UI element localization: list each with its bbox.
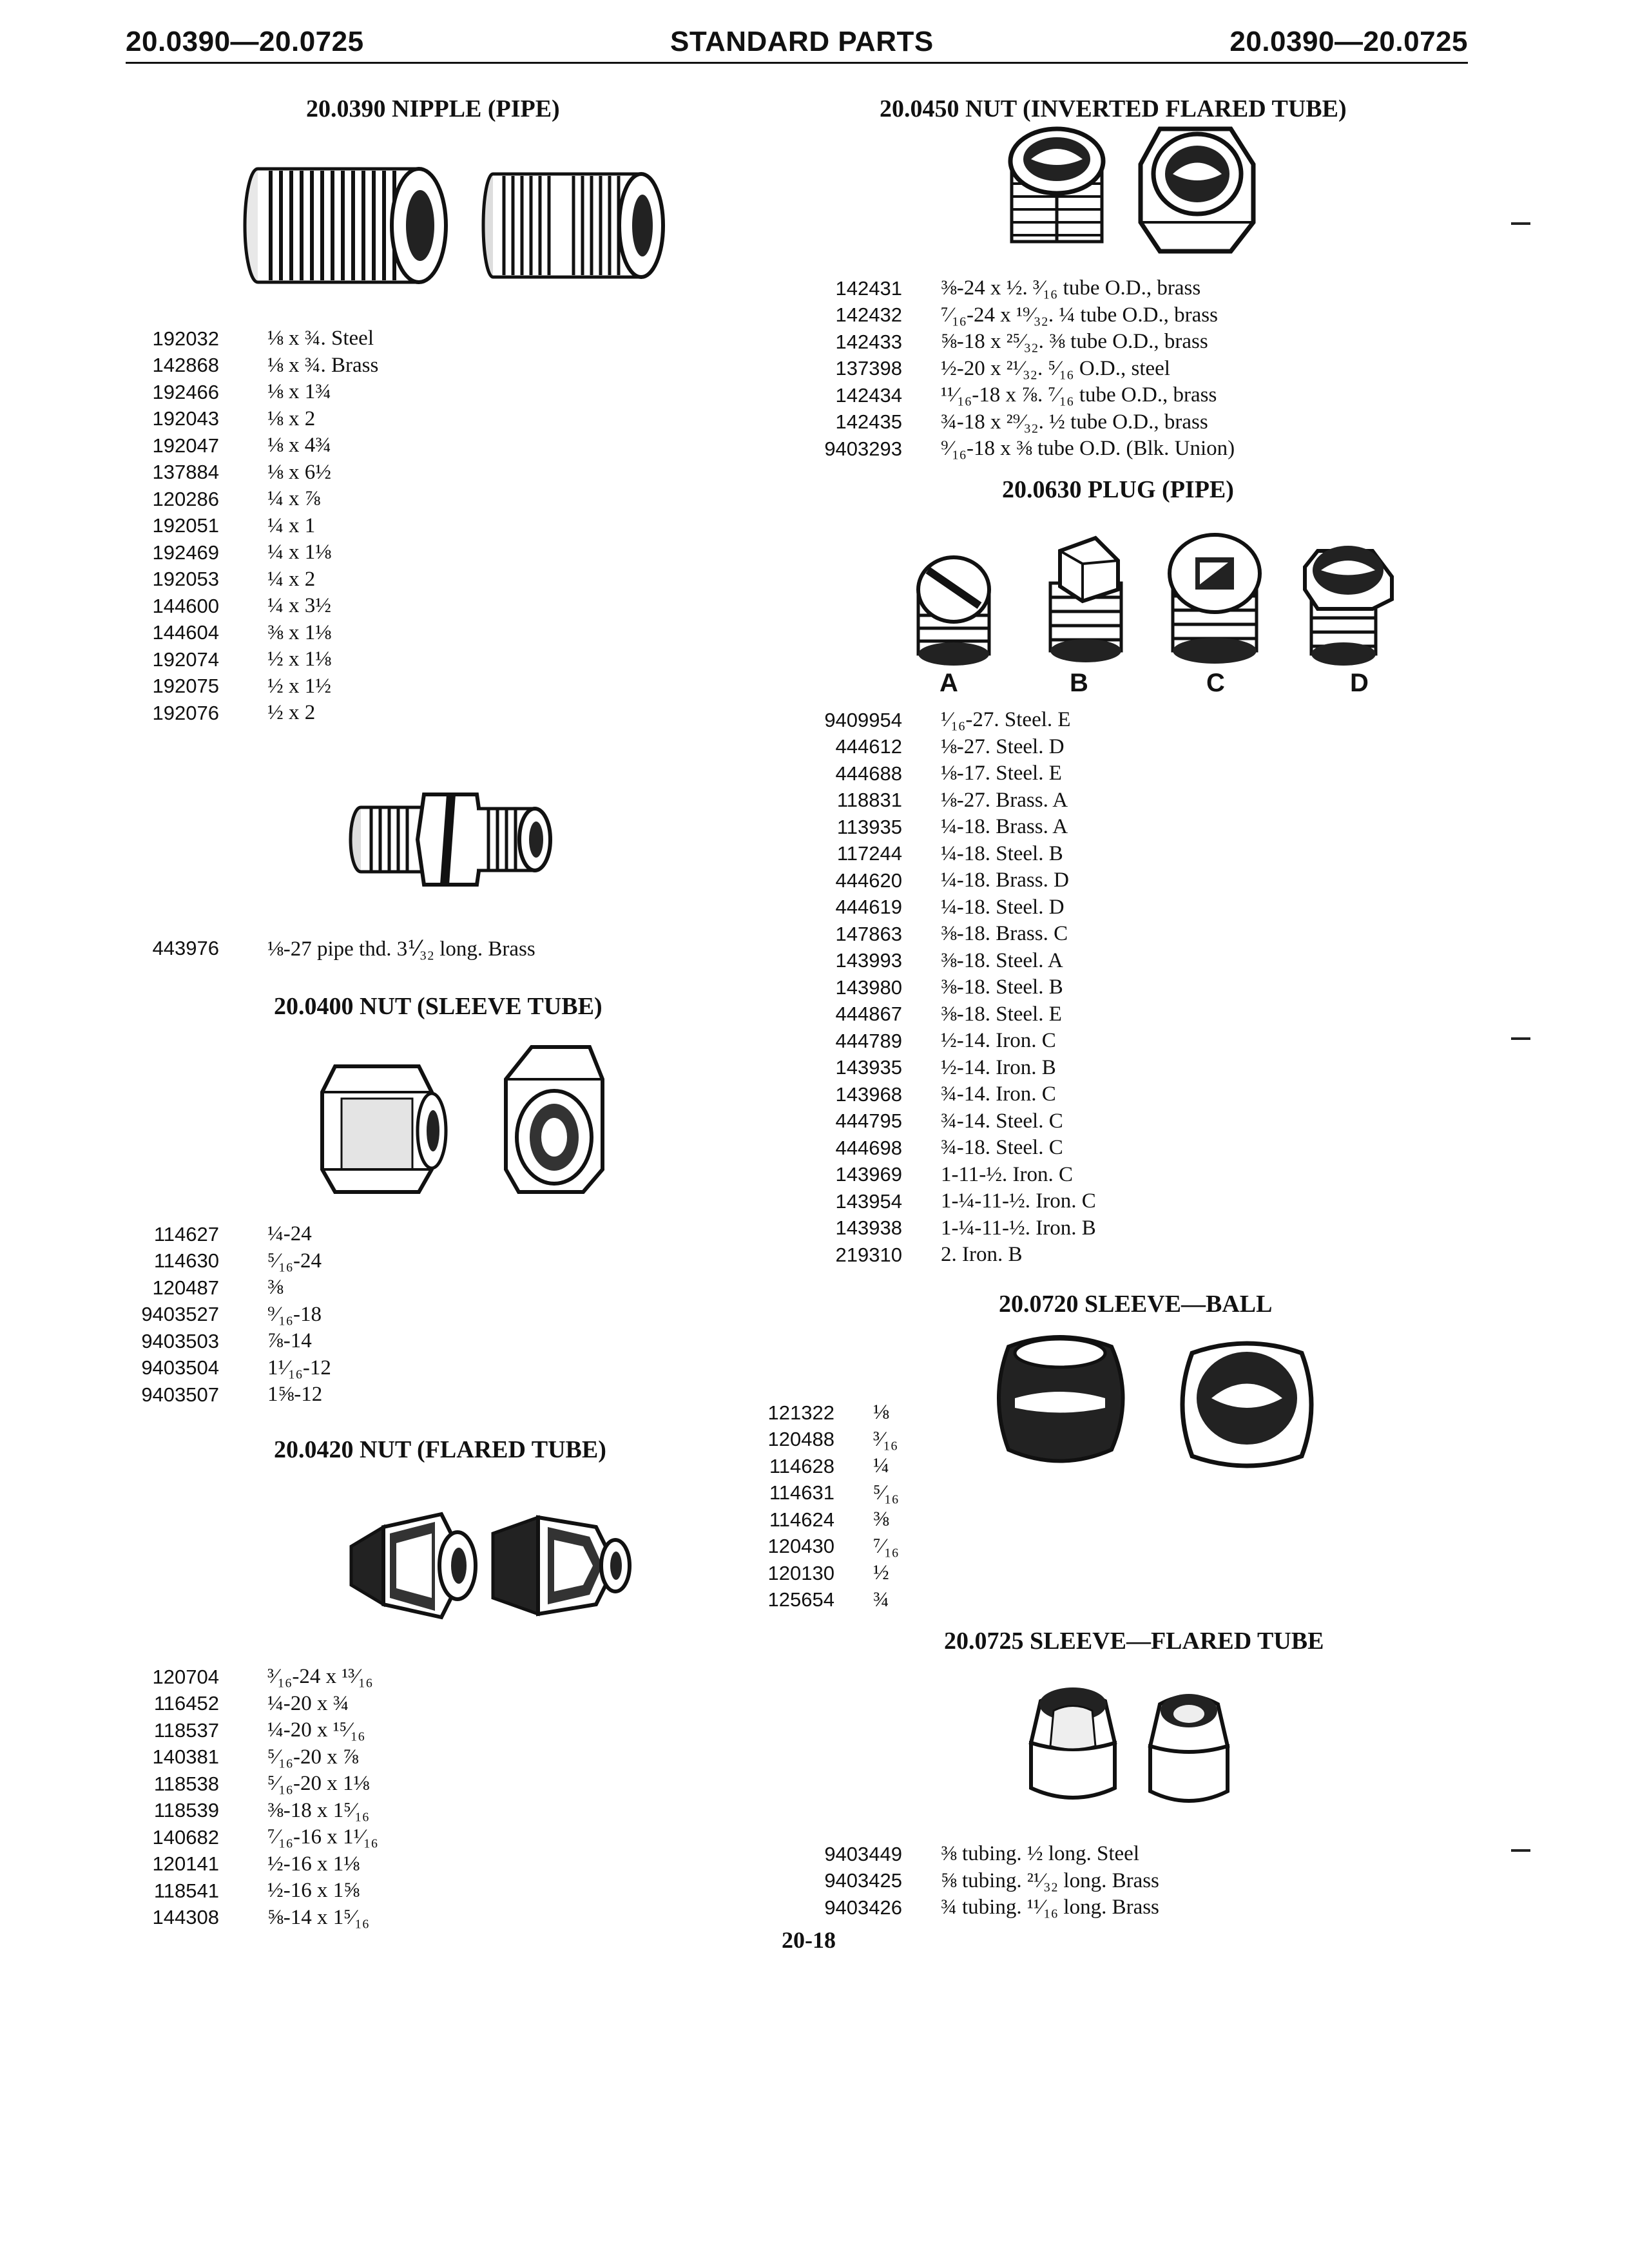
part-number: 444620 (835, 869, 902, 892)
table-row (776, 302, 1235, 329)
part-number: 192047 (152, 434, 219, 457)
part-number: 147863 (835, 922, 902, 945)
part-description: ¼-18. Brass. A (941, 815, 1068, 839)
part-number: 9403504 (141, 1356, 219, 1379)
plug-label-a: A (940, 669, 958, 697)
part-description: ¹¹⁄₁₆-18 x ⅞. ⁷⁄₁₆ tube O.D., brass (941, 383, 1217, 407)
part-description: ⅝-14 x 1⁵⁄₁₆ (267, 1905, 370, 1929)
ball-sleeve-left (999, 1337, 1123, 1461)
ball-sleeve-right (1182, 1343, 1311, 1466)
ball-sleeve-illustration (996, 1327, 1337, 1475)
table-row (776, 787, 1096, 814)
part-description: ¼-18. Steel. D (941, 895, 1065, 919)
flared-sleeve-illustration (1025, 1675, 1244, 1811)
part-number: 192051 (152, 514, 219, 537)
part-number: 120487 (152, 1276, 219, 1299)
part-number: 120130 (767, 1561, 834, 1584)
table-row (709, 1533, 899, 1561)
table-row (776, 921, 1096, 948)
part-number: 118539 (153, 1799, 219, 1822)
part-number: 114628 (769, 1454, 834, 1477)
part-number: 192074 (152, 648, 219, 671)
part-description: ¼ (873, 1454, 889, 1478)
header-rule (126, 62, 1468, 64)
table-row (129, 1824, 378, 1851)
table-row (129, 1664, 378, 1691)
part-number: 143954 (835, 1189, 902, 1213)
part-description: ⅛ (873, 1401, 889, 1425)
sleeve-nut-table (129, 1221, 331, 1408)
part-description: ⅜-18. Steel. E (941, 1002, 1062, 1026)
part-number: 120704 (152, 1665, 219, 1688)
part-description: ⅜-24 x ½. ³⁄₁₆ tube O.D., brass (941, 276, 1201, 300)
part-description: ⅝ tubing. ²¹⁄₃₂ long. Brass (941, 1869, 1159, 1892)
part-number: 144600 (152, 594, 219, 617)
part-number: 118537 (153, 1718, 219, 1742)
part-number: 117244 (836, 842, 902, 865)
part-number: 444688 (835, 762, 902, 785)
part-description: 1-11-½. Iron. C (941, 1162, 1073, 1186)
table-row (776, 814, 1096, 841)
part-number: 143980 (835, 975, 902, 999)
part-description: ⅛ x 1¾ (267, 380, 331, 404)
part-number: 118541 (153, 1879, 219, 1902)
header-right-range: 20.0390—20.0725 (1229, 26, 1468, 57)
part-description: ¼ x 1⅛ (267, 541, 331, 564)
part-number: 443976 (152, 936, 219, 959)
part-description: ⅝-18 x ²⁵⁄₃₂. ⅜ tube O.D., brass (941, 330, 1208, 354)
table-row (129, 1744, 378, 1771)
part-number: 142434 (835, 383, 902, 407)
part-number: 9403503 (141, 1329, 219, 1352)
plug-b (1050, 538, 1121, 662)
header-left-range: 20.0390—20.0725 (126, 26, 364, 57)
part-number: 114627 (153, 1222, 219, 1245)
table-row (129, 1851, 378, 1878)
nipple-pipe-illustration (245, 161, 657, 296)
margin-tick-mark (1511, 222, 1530, 225)
part-number: 142433 (835, 330, 902, 353)
plug-label-c: C (1206, 669, 1225, 697)
table-row (776, 1188, 1096, 1215)
part-number: 9403507 (141, 1383, 219, 1406)
table-row (776, 356, 1235, 383)
part-description: ⅛-27 pipe thd. 3⅟₃₂ long. Brass (267, 937, 535, 961)
section-title-inverted-nut: 20.0450 NUT (INVERTED FLARED TUBE) (880, 95, 1347, 122)
part-description: ⅜ x 1⅛ (267, 620, 331, 644)
table-row (129, 459, 378, 486)
plug-d (1305, 546, 1392, 666)
part-description: ⅛ x 2 (267, 407, 316, 430)
table-row (129, 1221, 331, 1248)
table-row (776, 707, 1096, 734)
part-number: 143935 (835, 1056, 902, 1079)
part-description: ¾ (873, 1588, 889, 1611)
table-row (776, 1242, 1096, 1269)
inverted-nut-right (1141, 129, 1253, 251)
table-row (776, 275, 1235, 302)
table-row (129, 406, 378, 433)
part-number: 9409954 (824, 708, 902, 731)
part-description: ¼-20 x ¾ (267, 1691, 349, 1715)
part-number: 192466 (152, 380, 219, 403)
part-number: 192076 (152, 701, 219, 724)
table-row (776, 382, 1235, 409)
table-row (129, 700, 378, 727)
part-description: ¼-18. Steel. B (941, 841, 1063, 865)
table-row (709, 1560, 899, 1587)
table-row (129, 646, 378, 673)
part-description: ³⁄₁₆-24 x ¹³⁄₁₆ (267, 1665, 373, 1689)
part-description: ⅜-18. Steel. B (941, 975, 1063, 999)
part-description: ½-20 x ²¹⁄₃₂. ⁵⁄₁₆ O.D., steel (941, 356, 1170, 380)
table-row (129, 1274, 331, 1302)
table-row (776, 894, 1096, 921)
part-description: ⁷⁄₁₆-24 x ¹⁹⁄₃₂. ¼ tube O.D., brass (941, 303, 1218, 327)
part-description: ⅛-27. Steel. D (941, 735, 1065, 758)
part-description: ⅜ (873, 1508, 889, 1532)
part-description: 1-¼-11-½. Iron. B (941, 1216, 1096, 1240)
table-row (129, 1691, 378, 1718)
table-row (776, 974, 1096, 1001)
table-row (776, 1841, 1159, 1868)
part-number: 140381 (152, 1745, 219, 1769)
section-title-flared-sleeve: 20.0725 SLEEVE—FLARED TUBE (944, 1628, 1324, 1655)
nipple-pipe-left (245, 169, 446, 282)
table-row (776, 329, 1235, 356)
part-description: ⅛-27. Brass. A (941, 788, 1068, 812)
table-row (709, 1587, 899, 1614)
part-number: 192032 (152, 327, 219, 350)
part-number: 144308 (152, 1906, 219, 1929)
flared-sleeve-right (1150, 1694, 1228, 1801)
table-row (129, 539, 378, 566)
part-number: 121322 (767, 1401, 834, 1424)
part-number: 444698 (835, 1136, 902, 1159)
part-description: ⅜-18 x 1⁵⁄₁₆ (267, 1798, 370, 1822)
part-description: ⅜ (267, 1276, 284, 1300)
part-description: ¾-18. Steel. C (941, 1136, 1063, 1160)
table-row (129, 1798, 378, 1825)
table-row (129, 1717, 378, 1744)
part-number: 143968 (835, 1082, 902, 1106)
part-number: 444867 (835, 1003, 902, 1026)
part-description: 1-¼-11-½. Iron. C (941, 1189, 1096, 1213)
table-row (776, 1001, 1096, 1028)
part-number: 143969 (835, 1163, 902, 1186)
table-row (709, 1506, 899, 1533)
table-row (776, 841, 1096, 868)
table-row (129, 620, 378, 647)
part-description: ⅛-17. Steel. E (941, 762, 1062, 785)
table-row (776, 760, 1096, 787)
table-row (776, 1215, 1096, 1242)
part-number: 444619 (835, 896, 902, 919)
inverted-nut-illustration (1005, 126, 1263, 255)
table-row (129, 352, 378, 380)
part-description: ¾-18 x ²⁹⁄₃₂. ½ tube O.D., brass (941, 410, 1208, 434)
part-number: 114630 (153, 1249, 219, 1273)
part-description: ¹⁄₁₆-27. Steel. E (941, 708, 1071, 732)
plug-a (918, 557, 989, 666)
part-description: ¼ x 1 (267, 514, 316, 537)
part-description: ⁵⁄₁₆-20 x 1⅛ (267, 1772, 370, 1796)
part-description: ¼-24 (267, 1222, 312, 1246)
part-description: ¼-18. Brass. D (941, 869, 1069, 892)
table-row (776, 867, 1096, 894)
plug-table (776, 707, 1096, 1269)
part-number: 192469 (152, 541, 219, 564)
part-number: 142435 (835, 410, 902, 434)
table-row (129, 513, 378, 540)
sleeve-nut-illustration (316, 1041, 638, 1195)
part-description: ¾-14. Iron. C (941, 1082, 1056, 1106)
part-description: ½-16 x 1⅛ (267, 1852, 360, 1876)
section-title-flared-nut: 20.0420 NUT (FLARED TUBE) (274, 1436, 606, 1463)
part-number: 114624 (769, 1508, 834, 1531)
part-description: ¾-14. Steel. C (941, 1109, 1063, 1133)
flared-sleeve-table (776, 1841, 1159, 1921)
table-row (776, 1135, 1096, 1162)
section-title-sleeve-nut: 20.0400 NUT (SLEEVE TUBE) (274, 993, 602, 1020)
table-row (129, 1771, 378, 1798)
part-description: ⁷⁄₁₆-16 x 1¹⁄₁₆ (267, 1825, 378, 1849)
part-number: 444795 (835, 1110, 902, 1133)
flared-nut-table (129, 1664, 378, 1931)
part-number: 137884 (152, 461, 219, 484)
table-row (129, 593, 378, 620)
flared-nut-illustration (345, 1508, 641, 1624)
plug-c (1170, 535, 1260, 664)
part-description: ⁹⁄₁₆-18 (267, 1302, 322, 1326)
margin-tick-mark (1511, 1037, 1530, 1040)
part-number: 9403449 (824, 1842, 902, 1865)
table-row (709, 1453, 899, 1480)
part-number: 9403293 (824, 437, 902, 460)
inverted-nut-left (1010, 129, 1103, 242)
table-row (129, 1328, 331, 1355)
part-description: ⁵⁄₁₆ (873, 1481, 900, 1504)
part-description: ⁷⁄₁₆ (873, 1534, 900, 1558)
table-row (776, 1894, 1159, 1921)
part-number: 444789 (835, 1029, 902, 1052)
sleeve-nut-side (322, 1066, 446, 1192)
part-number: 143993 (835, 949, 902, 972)
table-row (129, 566, 378, 593)
part-description: 2. Iron. B (941, 1243, 1023, 1267)
part-number: 140682 (152, 1825, 219, 1849)
part-number: 144604 (152, 621, 219, 644)
part-description: ⅛ x 4¾ (267, 434, 331, 457)
part-description: 1⅝-12 (267, 1383, 323, 1407)
part-number: 120488 (767, 1428, 834, 1451)
margin-tick-mark (1511, 1849, 1530, 1852)
part-description: ⅜-18. Steel. A (941, 948, 1063, 972)
part-number: 137398 (835, 357, 902, 380)
flared-sleeve-left (1031, 1687, 1115, 1798)
nipple-parts-table (129, 325, 378, 727)
nipple-pipe-right (483, 174, 663, 277)
plug-label-d: D (1350, 669, 1369, 697)
part-description: ½-16 x 1⅝ (267, 1879, 360, 1903)
part-number: 120286 (152, 487, 219, 510)
table-row (129, 935, 535, 962)
table-row (129, 1248, 331, 1275)
section-title-nipple: 20.0390 NIPPLE (PIPE) (306, 95, 560, 122)
part-number: 120430 (767, 1535, 834, 1558)
table-row (776, 1028, 1096, 1055)
part-description: ⅜-18. Brass. C (941, 922, 1068, 946)
part-description: ⅛ x 6½ (267, 460, 331, 484)
part-description: ⅛ x ¾. Steel (267, 327, 374, 351)
part-number: 116452 (153, 1692, 219, 1715)
inverted-nut-table (776, 275, 1235, 463)
part-number: 120141 (152, 1852, 219, 1876)
table-row (129, 379, 378, 406)
table-row (129, 1381, 331, 1408)
part-description: ⅜ tubing. ½ long. Steel (941, 1842, 1139, 1866)
ball-sleeve-table (709, 1399, 899, 1613)
part-number: 142432 (835, 303, 902, 327)
table-row (776, 948, 1096, 975)
part-number: 9403425 (824, 1869, 902, 1892)
table-row (129, 1302, 331, 1329)
part-number: 114631 (769, 1481, 834, 1504)
part-description: ¼ x ⅞ (267, 487, 321, 511)
part-number: 143938 (835, 1216, 902, 1240)
part-number: 142431 (835, 276, 902, 300)
hex-nipple-table (129, 935, 535, 962)
table-row (776, 1081, 1096, 1108)
table-row (776, 1868, 1159, 1895)
part-number: 192043 (152, 407, 219, 430)
part-number: 9403426 (824, 1896, 902, 1919)
table-row (776, 734, 1096, 761)
part-number: 118538 (153, 1772, 219, 1795)
table-row (709, 1399, 899, 1427)
hex-nipple-illustration (348, 789, 554, 886)
table-row (776, 1055, 1096, 1082)
part-description: ⁵⁄₁₆-20 x ⅞ (267, 1745, 359, 1769)
flared-nut-right (493, 1517, 630, 1614)
part-number: 192053 (152, 568, 219, 591)
header-title: STANDARD PARTS (670, 26, 934, 57)
part-number: 9403527 (141, 1303, 219, 1326)
section-title-plug: 20.0630 PLUG (PIPE) (1002, 476, 1234, 503)
table-row (776, 436, 1235, 463)
table-row (129, 1878, 378, 1905)
table-row (709, 1427, 899, 1454)
plug-label-b: B (1070, 669, 1088, 697)
part-number: 444612 (835, 735, 902, 758)
table-row (776, 1162, 1096, 1189)
part-description: ½ x 2 (267, 701, 316, 725)
part-description: ¾ tubing. ¹¹⁄₁₆ long. Brass (941, 1896, 1159, 1919)
part-number: 142868 (152, 354, 219, 377)
part-number: 113935 (836, 815, 902, 838)
part-description: ½-14. Iron. C (941, 1029, 1056, 1053)
table-row (129, 1355, 331, 1382)
part-description: ½-14. Iron. B (941, 1055, 1056, 1079)
section-title-ball-sleeve: 20.0720 SLEEVE—BALL (999, 1291, 1273, 1318)
table-row (129, 486, 378, 513)
part-description: ⅞-14 (267, 1329, 312, 1353)
part-description: ¼ x 2 (267, 567, 316, 591)
table-row (129, 432, 378, 459)
part-description: ½ x 1⅛ (267, 648, 331, 671)
part-description: 1¹⁄₁₆-12 (267, 1356, 331, 1379)
part-description: ½ (873, 1561, 889, 1585)
part-number: 118831 (836, 789, 902, 812)
part-description: ⁵⁄₁₆-24 (267, 1249, 322, 1273)
table-row (129, 1905, 378, 1932)
table-row (129, 325, 378, 352)
table-row (129, 673, 378, 700)
part-description: ³⁄₁₆ (873, 1427, 898, 1451)
part-description: ⅛ x ¾. Brass (267, 353, 379, 377)
part-description: ½ x 1½ (267, 674, 331, 698)
table-row (709, 1480, 899, 1507)
table-row (776, 409, 1235, 436)
part-description: ¼-20 x ¹⁵⁄₁₆ (267, 1718, 365, 1742)
sleeve-nut-front (506, 1047, 602, 1192)
flared-nut-left (351, 1514, 476, 1617)
part-number: 192075 (152, 675, 219, 698)
page-number: 20-18 (782, 1927, 836, 1953)
plug-illustration (909, 525, 1424, 670)
part-description: ¼ x 3½ (267, 594, 331, 618)
part-number: 219310 (835, 1243, 902, 1266)
table-row (776, 1108, 1096, 1135)
part-number: 125654 (767, 1588, 834, 1611)
part-description: ⁹⁄₁₆-18 x ⅜ tube O.D. (Blk. Union) (941, 437, 1235, 461)
